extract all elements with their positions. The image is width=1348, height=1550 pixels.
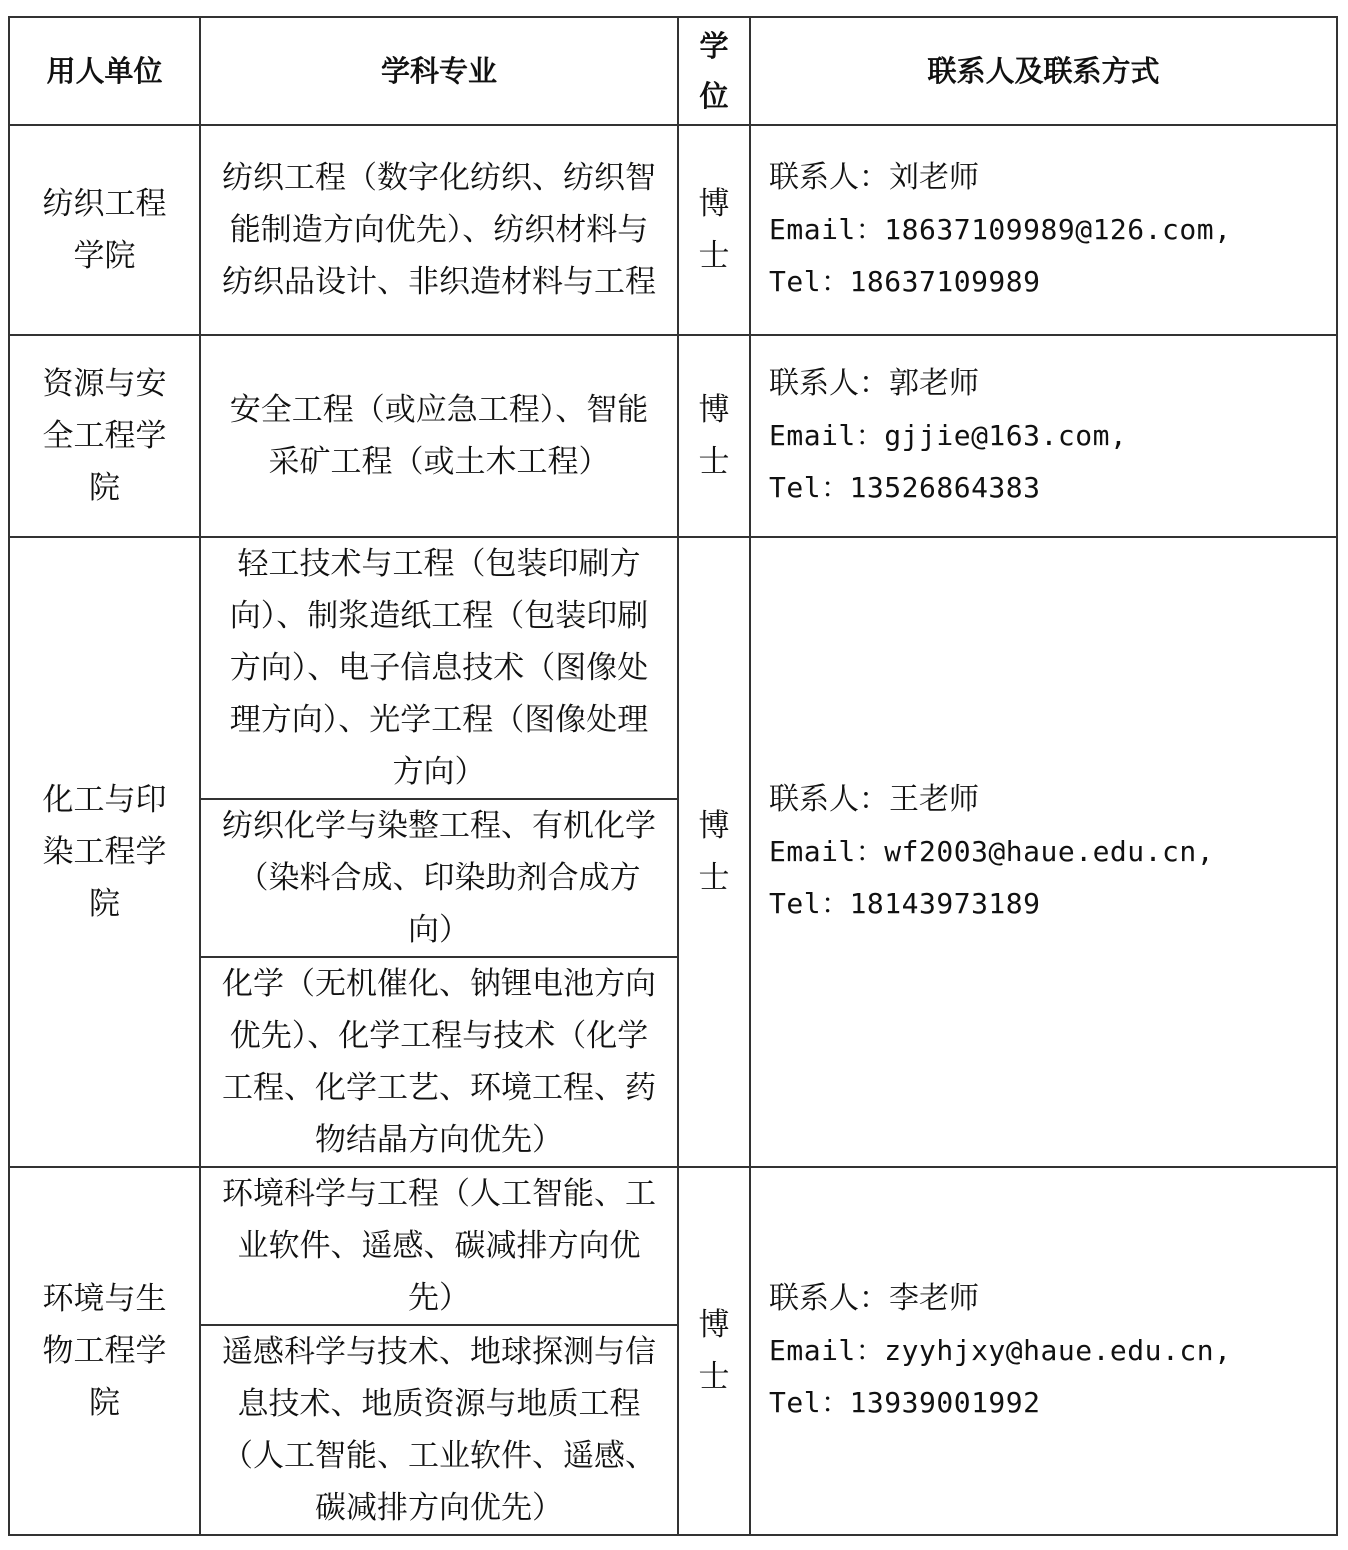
contact-cell (750, 1167, 1337, 1535)
contact-person: 联系人：郭老师 (769, 366, 979, 401)
major-cell: 纺织工程（数字化纺织、纺织智能制造方向优先）、纺织材料与纺织品设计、非织造材料与工程 (200, 125, 678, 335)
contact-tel: Tel：13526864383 (769, 471, 1041, 504)
contact-email: Email：zyyhjxy@haue.edu.cn, (769, 1334, 1232, 1367)
contact-email: Email：gjjie@163.com, (769, 419, 1128, 452)
contact-tel: Tel：18143973189 (769, 887, 1041, 920)
unit-cell: 化工与印染工程学院 (9, 537, 200, 1167)
contact-cell (750, 125, 1337, 335)
major-cell: 环境科学与工程（人工智能、工业软件、遥感、碳减排方向优先） (200, 1167, 678, 1325)
recruitment-table (8, 16, 1338, 1536)
degree-cell: 博士 (678, 125, 750, 335)
table-row (9, 537, 1337, 799)
header-row (9, 17, 1337, 125)
major-cell: 遥感科学与技术、地球探测与信息技术、地质资源与地质工程（人工智能、工业软件、遥感、碳减排方向优先） (200, 1325, 678, 1535)
degree-cell: 博士 (678, 1167, 750, 1535)
contact-person: 联系人：刘老师 (769, 160, 979, 195)
header-degree: 学位 (678, 17, 750, 125)
major-cell: 纺织化学与染整工程、有机化学（染料合成、印染助剂合成方向） (200, 799, 678, 957)
major-cell: 安全工程（或应急工程）、智能采矿工程（或土木工程） (200, 335, 678, 537)
header-contact: 联系人及联系方式 (750, 17, 1337, 125)
contact-person: 联系人：李老师 (769, 1281, 979, 1316)
contact-person: 联系人：王老师 (769, 782, 979, 817)
table-row (9, 1167, 1337, 1325)
contact-email: Email：wf2003@haue.edu.cn, (769, 835, 1215, 868)
unit-cell: 资源与安全工程学院 (9, 335, 200, 537)
degree-cell: 博士 (678, 537, 750, 1167)
header-unit: 用人单位 (9, 17, 200, 125)
table-row (9, 335, 1337, 537)
unit-cell: 纺织工程学院 (9, 125, 200, 335)
contact-tel: Tel：18637109989 (769, 265, 1041, 298)
contact-cell (750, 537, 1337, 1167)
table-row (9, 125, 1337, 335)
header-major: 学科专业 (200, 17, 678, 125)
contact-tel: Tel：13939001992 (769, 1386, 1041, 1419)
unit-cell: 环境与生物工程学院 (9, 1167, 200, 1535)
major-cell: 化学（无机催化、钠锂电池方向优先）、化学工程与技术（化学工程、化学工艺、环境工程、药物结晶方向优先） (200, 957, 678, 1167)
contact-email: Email：18637109989@126.com, (769, 213, 1232, 246)
degree-cell: 博士 (678, 335, 750, 537)
major-cell: 轻工技术与工程（包装印刷方向）、制浆造纸工程（包装印刷方向）、电子信息技术（图像处理方向）、光学工程（图像处理方向） (200, 537, 678, 799)
contact-cell (750, 335, 1337, 537)
